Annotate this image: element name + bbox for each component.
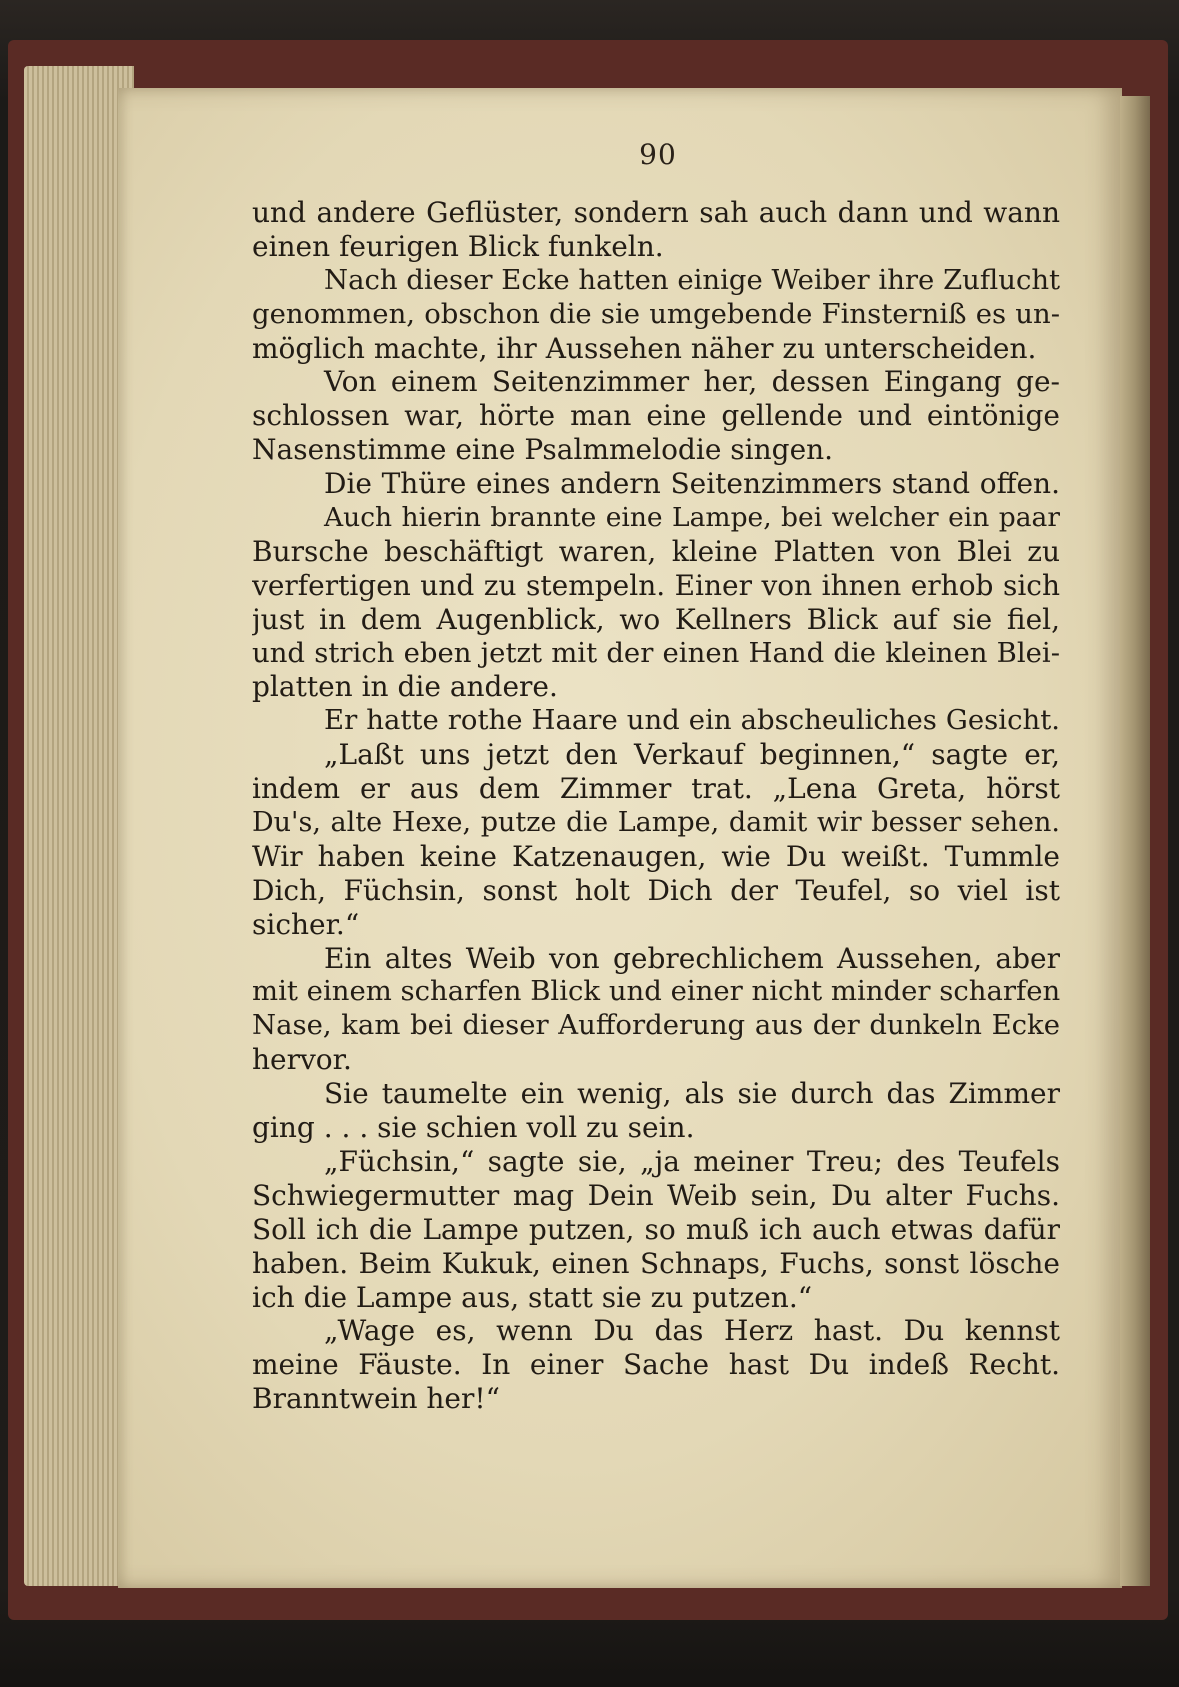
text-line: ich die Lampe aus, statt sie zu putzen.“ — [252, 1280, 813, 1314]
text-line: und strich eben jetzt mit der einen Hand die kleinen Blei- — [252, 636, 1060, 669]
text-line: Die Thüre eines andern Seitenzimmers stand offen. — [324, 467, 1060, 501]
text-line: Du's, alte Hexe, putze die Lampe, damit wir besser sehen. — [252, 807, 1060, 839]
page-edges-right — [1120, 96, 1150, 1586]
text-line: just in dem Augenblick, wo Kellners Blick auf sie fiel, — [252, 602, 1060, 636]
text-line: Sie taumelte ein wenig, als sie durch das Zimmer — [324, 1077, 1060, 1111]
text-line: einen feurigen Blick funkeln. — [252, 229, 664, 263]
text-line: „Laßt uns jetzt den Verkauf beginnen,“ sagte er, — [324, 738, 1060, 772]
text-line: mit einem scharfen Blick und einer nicht minder scharfen — [252, 975, 1060, 1008]
text-line: sicher.“ — [252, 907, 360, 941]
text-line: haben. Beim Kukuk, einen Schnaps, Fuchs, sonst lösche — [252, 1246, 1060, 1280]
text-line: Nase, kam bei dieser Aufforderung aus der dunkeln Ecke — [252, 1009, 1060, 1042]
text-line: platten in die andere. — [252, 670, 558, 704]
text-line: Von einem Seitenzimmer her, dessen Eingang ge- — [324, 365, 1060, 399]
text-line: Dich, Füchsin, sonst holt Dich der Teufel, so viel ist — [252, 873, 1060, 907]
page-number: 90 — [639, 138, 677, 171]
text-line: Er hatte rothe Haare und ein abscheuliches Gesicht. — [324, 704, 1060, 737]
text-line: Ein altes Weib von gebrechlichem Aussehen, aber — [324, 941, 1060, 975]
text-line: Bursche beschäftigt waren, kleine Platten von Blei zu — [252, 534, 1060, 568]
text-line: verfertigen und zu stempeln. Einer von ihnen erhob sich — [252, 568, 1060, 602]
text-line: hervor. — [252, 1043, 352, 1077]
text-line: schlossen war, hörte man eine gellende und eintönige — [252, 399, 1060, 433]
text-line: Schwiegermutter mag Dein Weib sein, Du alter Fuchs. — [252, 1178, 1060, 1212]
text-line: Nach dieser Ecke hatten einige Weiber ihre Zuflucht — [324, 263, 1060, 296]
text-line: indem er aus dem Zimmer trat. „Lena Greta, hörst — [252, 772, 1060, 806]
text-line: und andere Geflüster, sondern sah auch dann und wann — [252, 196, 1060, 229]
text-line: Nasenstimme eine Psalmmelodie singen. — [252, 433, 834, 467]
text-line: ging . . . sie schien voll zu sein. — [252, 1111, 695, 1145]
text-line: „Füchsin,“ sagte sie, „ja meiner Treu; des Teufels — [324, 1144, 1060, 1178]
text-line: genommen, obschon die sie umgebende Finsterniß es un- — [252, 297, 1060, 330]
text-line: Branntwein her!“ — [252, 1382, 500, 1416]
text-line: „Wage es, wenn Du das Herz hast. Du kennst — [324, 1314, 1060, 1348]
text-line: Soll ich die Lampe putzen, so muß ich auch etwas dafür — [252, 1212, 1060, 1246]
text-line: Auch hierin brannte eine Lampe, bei welcher ein paar — [324, 502, 1060, 534]
text-line: Wir haben keine Katzenaugen, wie Du weißt. Tummle — [252, 839, 1060, 873]
text-line: möglich machte, ihr Aussehen näher zu unterscheiden. — [252, 331, 1037, 365]
body-text — [252, 196, 1060, 1416]
text-line: meine Fäuste. In einer Sache hast Du indeß Recht. — [252, 1348, 1060, 1382]
